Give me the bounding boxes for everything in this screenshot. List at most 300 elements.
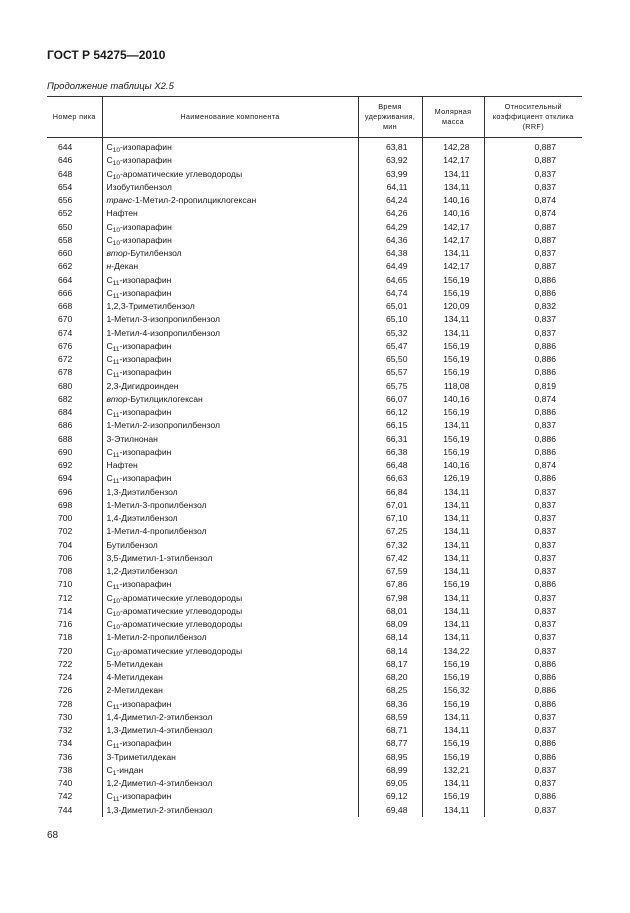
peak-number-cell: 678 xyxy=(58,367,73,378)
component-name-cell: Изобутилбензол xyxy=(102,181,358,194)
table-row xyxy=(47,274,582,287)
col-header-peak-number: Номер пика xyxy=(47,97,102,138)
peak-number-cell: 660 xyxy=(58,248,73,258)
table-row xyxy=(47,486,582,499)
table-row xyxy=(47,380,582,393)
rrf-cell: 0,886 xyxy=(484,406,582,419)
molar-mass-cell: 134,11 xyxy=(422,313,484,326)
rrf-cell: 0,886 xyxy=(484,698,582,711)
molar-mass-cell: 118,08 xyxy=(422,380,484,393)
peak-number-cell: 654 xyxy=(58,181,73,192)
retention-time-cell: 67,42 xyxy=(358,552,422,565)
component-name-cell: $C_{10}$-ароматические углеводороды xyxy=(102,618,358,631)
retention-time-cell: 67,98 xyxy=(358,592,422,605)
retention-time-cell: 63,81 xyxy=(358,138,422,155)
col-header-component-name: Наименование компонента xyxy=(102,97,358,138)
document-header: ГОСТ Р 54275—2010 xyxy=(47,48,166,62)
retention-time-cell: 67,01 xyxy=(358,499,422,512)
table-row xyxy=(47,260,582,273)
retention-time-cell: 63,92 xyxy=(358,154,422,167)
molar-mass-cell: 134,11 xyxy=(422,631,484,644)
peak-number-cell: 722 xyxy=(58,658,73,669)
molar-mass-cell: 142,17 xyxy=(422,234,484,247)
table-row xyxy=(47,671,582,684)
retention-time-cell: 68,25 xyxy=(358,684,422,697)
molar-mass-cell: 156,19 xyxy=(422,737,484,750)
rrf-cell: 0,832 xyxy=(484,300,582,313)
molar-mass-cell: 134,11 xyxy=(422,618,484,631)
component-name-cell: $C_{10}$-изопарафин xyxy=(102,221,358,234)
rrf-cell: 0,837 xyxy=(484,419,582,432)
rrf-cell: 0,837 xyxy=(484,552,582,565)
rrf-cell: 0,886 xyxy=(484,446,582,459)
molar-mass-cell: 156,19 xyxy=(422,446,484,459)
peak-number-cell: 720 xyxy=(58,645,73,656)
molar-mass-cell: 134,11 xyxy=(422,804,484,817)
peak-number-cell: 656 xyxy=(58,195,73,205)
rrf-cell: 0,837 xyxy=(484,486,582,499)
col-header-molar-mass: Молярная масса xyxy=(422,97,484,138)
component-name-cell: 1,2-Диэтилбензол xyxy=(102,565,358,578)
retention-time-cell: 65,01 xyxy=(358,300,422,313)
component-name-cell: 1,2-Диметил-4-этилбензол xyxy=(102,777,358,790)
component-name-cell: н-Декан xyxy=(102,260,358,273)
rrf-cell: 0,837 xyxy=(484,605,582,618)
rrf-cell: 0,886 xyxy=(484,433,582,446)
table-caption: Продолжение таблицы Х2.5 xyxy=(47,81,174,92)
molar-mass-cell: 142,17 xyxy=(422,260,484,273)
table-row xyxy=(47,154,582,167)
table-row xyxy=(47,512,582,525)
page-number: 68 xyxy=(47,830,59,841)
table-row xyxy=(47,631,582,644)
retention-time-cell: 66,63 xyxy=(358,472,422,485)
retention-time-cell: 68,99 xyxy=(358,764,422,777)
peak-number-cell: 644 xyxy=(58,142,73,152)
rrf-cell: 0,837 xyxy=(484,327,582,340)
rrf-cell: 0,837 xyxy=(484,168,582,181)
table-row xyxy=(47,194,582,207)
table-row xyxy=(47,313,582,326)
table-row xyxy=(47,419,582,432)
molar-mass-cell: 134,11 xyxy=(422,247,484,260)
rrf-cell: 0,819 xyxy=(484,380,582,393)
table-row xyxy=(47,168,582,181)
component-name-cell: 4-Метилдекан xyxy=(102,671,358,684)
table-row xyxy=(47,499,582,512)
peak-number-cell: 744 xyxy=(58,804,73,815)
component-name-cell: $C_{10}$-изопарафин xyxy=(102,138,358,155)
rrf-cell: 0,837 xyxy=(484,764,582,777)
retention-time-cell: 64,29 xyxy=(358,221,422,234)
component-name-cell: $C_{10}$-ароматические углеводороды xyxy=(102,605,358,618)
table-row xyxy=(47,221,582,234)
peak-number-cell: 702 xyxy=(58,526,73,537)
component-name-cell: 3-Этилнонан xyxy=(102,433,358,446)
rrf-cell: 0,887 xyxy=(484,234,582,247)
rrf-cell: 0,887 xyxy=(484,138,582,155)
peak-number-cell: 668 xyxy=(58,301,73,311)
retention-time-cell: 64,38 xyxy=(358,247,422,260)
table-row xyxy=(47,247,582,260)
table-row xyxy=(47,552,582,565)
molar-mass-cell: 140,16 xyxy=(422,393,484,406)
table-row xyxy=(47,234,582,247)
retention-time-cell: 69,48 xyxy=(358,804,422,817)
rrf-cell: 0,874 xyxy=(484,459,582,472)
molar-mass-cell: 156,19 xyxy=(422,658,484,671)
rrf-cell: 0,837 xyxy=(484,592,582,605)
table-row xyxy=(47,777,582,790)
table-row xyxy=(47,406,582,419)
table-row xyxy=(47,592,582,605)
table-row xyxy=(47,658,582,671)
rrf-cell: 0,886 xyxy=(484,658,582,671)
molar-mass-cell: 156,19 xyxy=(422,406,484,419)
rrf-cell: 0,837 xyxy=(484,181,582,194)
retention-time-cell: 66,12 xyxy=(358,406,422,419)
component-name-cell: $C_{11}$-изопарафин xyxy=(102,446,358,459)
table-row xyxy=(47,645,582,658)
retention-time-cell: 65,75 xyxy=(358,380,422,393)
molar-mass-cell: 126,19 xyxy=(422,472,484,485)
table-row xyxy=(47,539,582,552)
table-row xyxy=(47,790,582,803)
molar-mass-cell: 134,11 xyxy=(422,486,484,499)
retention-time-cell: 64,36 xyxy=(358,234,422,247)
table-row xyxy=(47,353,582,366)
peak-number-cell: 706 xyxy=(58,552,73,563)
table-row xyxy=(47,751,582,764)
peak-number-cell: 650 xyxy=(58,221,73,232)
retention-time-cell: 66,31 xyxy=(358,433,422,446)
table-row xyxy=(47,525,582,538)
rrf-cell: 0,874 xyxy=(484,393,582,406)
molar-mass-cell: 140,16 xyxy=(422,459,484,472)
table-row xyxy=(47,366,582,379)
rrf-cell: 0,887 xyxy=(484,260,582,273)
peak-number-cell: 662 xyxy=(58,261,73,272)
rrf-cell: 0,837 xyxy=(484,724,582,737)
retention-time-cell: 67,59 xyxy=(358,565,422,578)
peak-number-cell: 714 xyxy=(58,605,73,616)
rrf-cell: 0,886 xyxy=(484,790,582,803)
peak-number-cell: 686 xyxy=(58,420,73,431)
peak-number-cell: 670 xyxy=(58,314,73,325)
table-row xyxy=(47,618,582,631)
retention-time-cell: 68,36 xyxy=(358,698,422,711)
molar-mass-cell: 156,19 xyxy=(422,433,484,446)
rrf-cell: 0,837 xyxy=(484,631,582,644)
molar-mass-cell: 134,11 xyxy=(422,525,484,538)
retention-time-cell: 68,14 xyxy=(358,645,422,658)
component-name-cell: $C_{11}$-изопарафин xyxy=(102,737,358,750)
retention-time-cell: 68,17 xyxy=(358,658,422,671)
component-name-cell: 1,3-Диметил-2-этилбензол xyxy=(102,804,358,817)
rrf-cell: 0,886 xyxy=(484,366,582,379)
molar-mass-cell: 156,19 xyxy=(422,698,484,711)
table-row xyxy=(47,287,582,300)
component-name-cell: Бутилбензол xyxy=(102,539,358,552)
rrf-cell: 0,837 xyxy=(484,618,582,631)
molar-mass-cell: 134,22 xyxy=(422,645,484,658)
molar-mass-cell: 156,19 xyxy=(422,671,484,684)
component-name-cell: 1-Метил-4-изопропилбензол xyxy=(102,327,358,340)
peak-number-cell: 664 xyxy=(58,274,73,285)
rrf-cell: 0,874 xyxy=(484,194,582,207)
peak-number-cell: 732 xyxy=(58,725,73,735)
retention-time-cell: 64,74 xyxy=(358,287,422,300)
peak-number-cell: 708 xyxy=(58,566,73,576)
retention-time-cell: 68,14 xyxy=(358,631,422,644)
peak-number-cell: 696 xyxy=(58,486,73,497)
component-name-cell: $C_{11}$-изопарафин xyxy=(102,472,358,485)
rrf-cell: 0,886 xyxy=(484,671,582,684)
component-name-cell: 1,2,3-Триметилбензол xyxy=(102,300,358,313)
table-row xyxy=(47,327,582,340)
rrf-cell: 0,837 xyxy=(484,645,582,658)
peak-number-cell: 740 xyxy=(58,778,73,788)
rrf-cell: 0,886 xyxy=(484,737,582,750)
retention-time-cell: 66,48 xyxy=(358,459,422,472)
retention-time-cell: 66,38 xyxy=(358,446,422,459)
molar-mass-cell: 142,28 xyxy=(422,138,484,155)
retention-time-cell: 66,07 xyxy=(358,393,422,406)
component-name-cell: Нафтен xyxy=(102,459,358,472)
component-name-cell: 1,3-Диэтилбензол xyxy=(102,486,358,499)
component-name-cell: 3,5-Диметил-1-этилбензол xyxy=(102,552,358,565)
component-name-cell: 1-Метил-3-пропилбензол xyxy=(102,499,358,512)
peak-number-cell: 726 xyxy=(58,685,73,696)
retention-time-cell: 68,71 xyxy=(358,724,422,737)
peak-number-cell: 710 xyxy=(58,579,73,590)
molar-mass-cell: 156,19 xyxy=(422,287,484,300)
peak-number-cell: 646 xyxy=(58,155,73,166)
peak-number-cell: 694 xyxy=(58,473,73,484)
peak-number-cell: 712 xyxy=(58,592,73,603)
molar-mass-cell: 156,19 xyxy=(422,340,484,353)
rrf-cell: 0,887 xyxy=(484,154,582,167)
rrf-cell: 0,837 xyxy=(484,777,582,790)
retention-time-cell: 68,09 xyxy=(358,618,422,631)
table-row xyxy=(47,393,582,406)
retention-time-cell: 64,49 xyxy=(358,260,422,273)
table-row xyxy=(47,764,582,777)
peak-number-cell: 684 xyxy=(58,407,73,417)
peak-number-cell: 690 xyxy=(58,446,73,457)
table-row xyxy=(47,300,582,313)
molar-mass-cell: 156,19 xyxy=(422,751,484,764)
table-header xyxy=(47,97,582,138)
component-name-cell: Нафтен xyxy=(102,207,358,220)
retention-time-cell: 67,86 xyxy=(358,578,422,591)
retention-time-cell: 67,10 xyxy=(358,512,422,525)
table-row xyxy=(47,340,582,353)
component-name-cell: $C_{11}$-изопарафин xyxy=(102,406,358,419)
peak-number-cell: 680 xyxy=(58,380,73,391)
peak-number-cell: 648 xyxy=(58,168,73,179)
retention-time-cell: 67,32 xyxy=(358,539,422,552)
component-name-cell: $C_{11}$-изопарафин xyxy=(102,698,358,711)
molar-mass-cell: 134,11 xyxy=(422,777,484,790)
retention-time-cell: 65,32 xyxy=(358,327,422,340)
retention-time-cell: 65,47 xyxy=(358,340,422,353)
component-name-cell: 1,4-Диметил-2-этилбензол xyxy=(102,711,358,724)
component-name-cell: втор-Бутилциклогексан xyxy=(102,393,358,406)
rrf-cell: 0,886 xyxy=(484,684,582,697)
rrf-cell: 0,886 xyxy=(484,751,582,764)
molar-mass-cell: 156,19 xyxy=(422,790,484,803)
components-table xyxy=(47,96,582,817)
molar-mass-cell: 134,11 xyxy=(422,327,484,340)
component-name-cell: 2,3-Дигидроинден xyxy=(102,380,358,393)
rrf-cell: 0,837 xyxy=(484,711,582,724)
table-row xyxy=(47,181,582,194)
table-row xyxy=(47,711,582,724)
table-row xyxy=(47,578,582,591)
component-name-cell: $C_{10}$-ароматические углеводороды xyxy=(102,645,358,658)
peak-number-cell: 682 xyxy=(58,393,73,404)
col-header-retention-time: Время удерживания, мин xyxy=(358,97,422,138)
peak-number-cell: 698 xyxy=(58,499,73,510)
peak-number-cell: 728 xyxy=(58,698,73,709)
table-row xyxy=(47,724,582,737)
peak-number-cell: 730 xyxy=(58,711,73,722)
table-row xyxy=(47,684,582,697)
component-name-cell: 2-Метилдекан xyxy=(102,684,358,697)
retention-time-cell: 69,12 xyxy=(358,790,422,803)
table-row xyxy=(47,446,582,459)
component-name-cell: 1-Метил-2-пропилбензол xyxy=(102,631,358,644)
component-name-cell: $C_{11}$-изопарафин xyxy=(102,366,358,379)
molar-mass-cell: 156,19 xyxy=(422,353,484,366)
component-name-cell: $C_{10}$-изопарафин xyxy=(102,234,358,247)
peak-number-cell: 652 xyxy=(58,208,73,219)
peak-number-cell: 674 xyxy=(58,327,73,338)
peak-number-cell: 688 xyxy=(58,433,73,444)
component-name-cell: $C_{11}$-изопарафин xyxy=(102,287,358,300)
peak-number-cell: 736 xyxy=(58,751,73,762)
table-row xyxy=(47,433,582,446)
rrf-cell: 0,837 xyxy=(484,539,582,552)
component-name-cell: втор-Бутилбензол xyxy=(102,247,358,260)
component-name-cell: 1-Метил-2-изопропилбензол xyxy=(102,419,358,432)
table-row xyxy=(47,459,582,472)
peak-number-cell: 672 xyxy=(58,354,73,364)
table-row xyxy=(47,804,582,817)
component-name-cell: 5-Метилдекан xyxy=(102,658,358,671)
rrf-cell: 0,886 xyxy=(484,287,582,300)
retention-time-cell: 64,24 xyxy=(358,194,422,207)
table-body xyxy=(47,138,582,817)
component-name-cell: $C_{11}$-изопарафин xyxy=(102,790,358,803)
peak-number-cell: 700 xyxy=(58,513,73,523)
table-row xyxy=(47,138,582,155)
rrf-cell: 0,886 xyxy=(484,578,582,591)
retention-time-cell: 68,59 xyxy=(358,711,422,724)
rrf-cell: 0,837 xyxy=(484,512,582,525)
molar-mass-cell: 134,11 xyxy=(422,419,484,432)
rrf-cell: 0,886 xyxy=(484,472,582,485)
molar-mass-cell: 134,11 xyxy=(422,539,484,552)
peak-number-cell: 676 xyxy=(58,340,73,351)
molar-mass-cell: 134,11 xyxy=(422,168,484,181)
molar-mass-cell: 134,11 xyxy=(422,724,484,737)
rrf-cell: 0,886 xyxy=(484,340,582,353)
component-name-cell: 1-Метил-4-пропилбензол xyxy=(102,525,358,538)
rrf-cell: 0,874 xyxy=(484,207,582,220)
molar-mass-cell: 156,19 xyxy=(422,578,484,591)
peak-number-cell: 716 xyxy=(58,619,73,629)
peak-number-cell: 734 xyxy=(58,738,73,749)
peak-number-cell: 658 xyxy=(58,234,73,245)
molar-mass-cell: 134,11 xyxy=(422,499,484,512)
rrf-cell: 0,837 xyxy=(484,247,582,260)
molar-mass-cell: 134,11 xyxy=(422,512,484,525)
retention-time-cell: 66,84 xyxy=(358,486,422,499)
component-name-cell: $C_{11}$-изопарафин xyxy=(102,340,358,353)
retention-time-cell: 68,77 xyxy=(358,737,422,750)
col-header-rrf: Относительный коэффициент отклика (RRF) xyxy=(484,97,582,138)
peak-number-cell: 666 xyxy=(58,287,73,298)
table-row xyxy=(47,698,582,711)
peak-number-cell: 718 xyxy=(58,632,73,643)
component-name-cell: $C_1$-индан xyxy=(102,764,358,777)
molar-mass-cell: 134,11 xyxy=(422,181,484,194)
table-row xyxy=(47,737,582,750)
rrf-cell: 0,837 xyxy=(484,525,582,538)
component-name-cell: 1,4-Диэтилбензол xyxy=(102,512,358,525)
retention-time-cell: 69,05 xyxy=(358,777,422,790)
molar-mass-cell: 156,19 xyxy=(422,366,484,379)
rrf-cell: 0,837 xyxy=(484,499,582,512)
component-name-cell: транс-1-Метил-2-пропилциклогексан xyxy=(102,194,358,207)
component-name-cell: 3-Триметилдекан xyxy=(102,751,358,764)
molar-mass-cell: 140,16 xyxy=(422,207,484,220)
component-name-cell: $C_{10}$-ароматические углеводороды xyxy=(102,592,358,605)
retention-time-cell: 66,15 xyxy=(358,419,422,432)
component-name-cell: $C_{10}$-ароматические углеводороды xyxy=(102,168,358,181)
molar-mass-cell: 142,17 xyxy=(422,154,484,167)
retention-time-cell: 68,01 xyxy=(358,605,422,618)
molar-mass-cell: 120,09 xyxy=(422,300,484,313)
molar-mass-cell: 140,16 xyxy=(422,194,484,207)
molar-mass-cell: 134,11 xyxy=(422,711,484,724)
retention-time-cell: 67,25 xyxy=(358,525,422,538)
component-name-cell: 1-Метил-3-изопропилбензол xyxy=(102,313,358,326)
retention-time-cell: 65,57 xyxy=(358,366,422,379)
retention-time-cell: 64,65 xyxy=(358,274,422,287)
retention-time-cell: 68,95 xyxy=(358,751,422,764)
table-row xyxy=(47,207,582,220)
rrf-cell: 0,837 xyxy=(484,313,582,326)
table-row xyxy=(47,472,582,485)
retention-time-cell: 68,20 xyxy=(358,671,422,684)
molar-mass-cell: 134,11 xyxy=(422,565,484,578)
molar-mass-cell: 156,19 xyxy=(422,274,484,287)
component-name-cell: $C_{11}$-изопарафин xyxy=(102,578,358,591)
molar-mass-cell: 156,32 xyxy=(422,684,484,697)
peak-number-cell: 692 xyxy=(58,460,73,470)
molar-mass-cell: 134,11 xyxy=(422,552,484,565)
molar-mass-cell: 134,11 xyxy=(422,592,484,605)
retention-time-cell: 65,50 xyxy=(358,353,422,366)
table-row xyxy=(47,605,582,618)
retention-time-cell: 65,10 xyxy=(358,313,422,326)
peak-number-cell: 738 xyxy=(58,764,73,775)
molar-mass-cell: 132,21 xyxy=(422,764,484,777)
component-name-cell: $C_{11}$-изопарафин xyxy=(102,353,358,366)
